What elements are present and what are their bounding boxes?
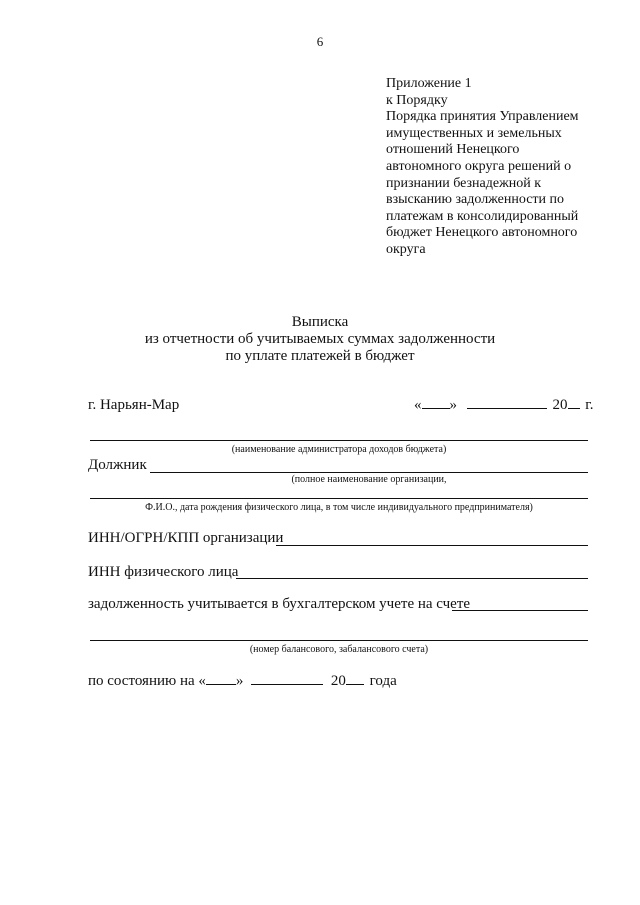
inn-org-label: ИНН/ОГРН/КПП организации (88, 530, 284, 546)
debtor-label: Должник (88, 457, 147, 473)
year-suffix: г. (585, 397, 594, 413)
date-field (414, 397, 593, 414)
year-prefix: 20 (552, 397, 568, 413)
appendix-line: имущественных и земельных (386, 125, 562, 141)
as-of-month-blank[interactable] (251, 683, 323, 685)
as-of-field (88, 673, 397, 690)
account-line[interactable] (452, 610, 588, 611)
document-title (0, 314, 640, 365)
as-of-year-blank[interactable] (346, 683, 364, 685)
person-name-line[interactable] (90, 498, 588, 499)
org-caption: (полное наименование организации, (291, 474, 447, 485)
appendix-line: к Порядку (386, 92, 448, 108)
as-of-year-suffix: года (369, 673, 397, 689)
title-line-1: Выписка (291, 314, 349, 330)
inn-org-line[interactable] (276, 545, 588, 546)
date-open-quote: « (414, 397, 422, 413)
appendix-line: Приложение 1 (386, 76, 472, 91)
year-blank[interactable] (568, 407, 580, 409)
account-caption: (номер балансового, забалансового счета) (249, 644, 429, 655)
as-of-close-quote: » (235, 673, 244, 689)
admin-caption: (наименование администратора доходов бюджета) (231, 444, 447, 455)
title-line-2: из отчетности об учитываемых суммах задолженности (144, 331, 496, 347)
account-number-line[interactable] (90, 640, 588, 641)
date-close-quote: » (449, 397, 457, 413)
as-of-label: по состоянию на (88, 673, 195, 689)
month-blank[interactable] (467, 407, 547, 409)
inn-person-line[interactable] (236, 578, 588, 579)
inn-person-label: ИНН физического лица (88, 564, 239, 580)
page-number: 6 (316, 34, 324, 49)
debtor-name-line[interactable] (150, 472, 588, 473)
appendix-line: Порядка принятия Управлением (386, 109, 579, 125)
as-of-day-blank[interactable] (206, 683, 236, 685)
as-of-open-quote: « (198, 673, 206, 689)
person-caption: Ф.И.О., дата рождения физического лица, в том числе индивидуального предпринимателя) (145, 502, 533, 513)
appendix-line: взысканию задолженности по (386, 192, 565, 208)
appendix-line: округа (386, 241, 426, 257)
appendix-line: платежам в консолидированный (386, 208, 579, 224)
city-label: г. Нарьян-Мар (88, 397, 180, 413)
admin-name-line[interactable] (90, 440, 588, 441)
title-line-3: по уплате платежей в бюджет (225, 348, 415, 364)
appendix-line: бюджет Ненецкого автономного (386, 225, 578, 241)
appendix-line: признании безнадежной к (386, 175, 542, 191)
appendix-line: автономного округа решений о (386, 158, 572, 174)
day-blank[interactable] (422, 407, 450, 409)
appendix-line: отношений Ненецкого (386, 142, 520, 158)
appendix-header (386, 76, 616, 259)
account-label: задолженность учитывается в бухгалтерском учете на счете (88, 596, 471, 612)
as-of-year-prefix: 20 (330, 673, 346, 689)
